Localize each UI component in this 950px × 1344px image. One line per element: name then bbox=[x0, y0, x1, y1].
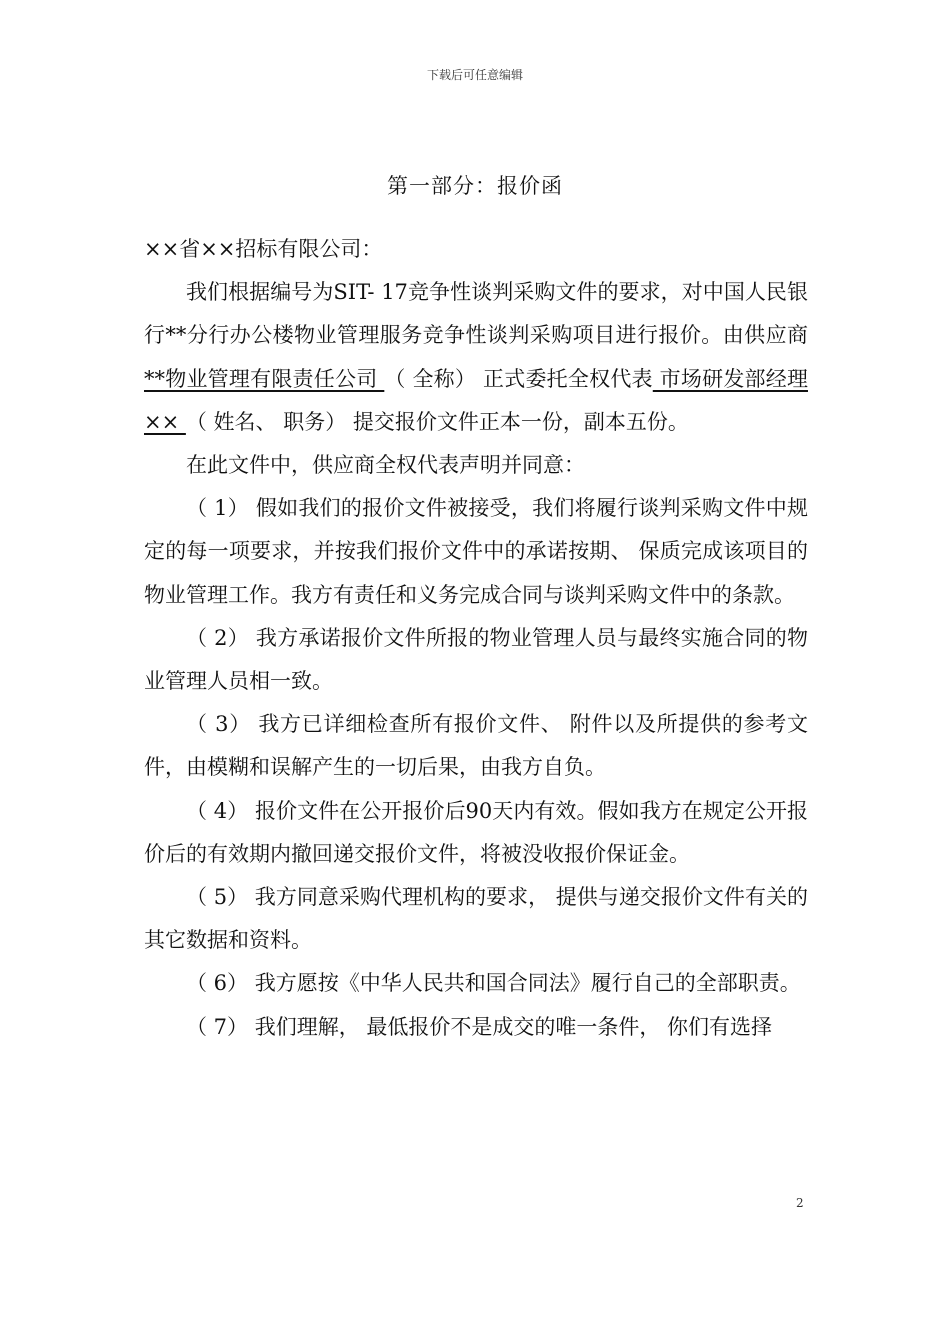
supplier-name: **物业管理有限责任公司 bbox=[144, 366, 385, 391]
intro-text-3: （ 姓名、 职务） 提交报价文件正本一份，副本五份。 bbox=[185, 409, 689, 434]
page-header: 下载后可任意编辑 bbox=[426, 68, 523, 82]
document-body bbox=[144, 228, 808, 1049]
page-number: 2 bbox=[796, 1196, 804, 1210]
intro-paragraph bbox=[144, 271, 808, 444]
declaration-item-1: （ 1） 假如我们的报价文件被接受，我们将履行谈判采购文件中规定的每一项要求，并按我们报价文件中的承诺按期、 保质完成该项目的物业管理工作。我方有责任和义务完成合同与谈判采购文件中的条款。 bbox=[144, 496, 808, 607]
declaration-item-5: （ 5） 我方同意采购代理机构的要求， 提供与递交报价文件有关的其它数据和资料。 bbox=[144, 885, 808, 953]
declaration-item-2: （ 2） 我方承诺报价文件所报的物业管理人员与最终实施合同的物业管理人员相一致。 bbox=[144, 625, 808, 694]
declaration-item-7: （ 7） 我们理解， 最低报价不是成交的唯一条件， 你们有选择 bbox=[186, 1014, 773, 1039]
declaration-item-6: （ 6） 我方愿按《中华人民共和国合同法》履行自己的全部职责。 bbox=[186, 971, 801, 996]
intro-text-2: （ 全称） 正式委托全权代表 bbox=[384, 366, 653, 391]
declaration-item-3: （ 3） 我方已详细检查所有报价文件、 附件以及所提供的参考文件，由模糊和误解产生的一切后果，由我方自负。 bbox=[144, 712, 808, 780]
declaration-intro: 在此文件中，供应商全权代表声明并同意： bbox=[186, 453, 585, 478]
addressee: ××省××招标有限公司： bbox=[144, 237, 383, 261]
representative: 市场研发部经理 ×× bbox=[144, 366, 808, 434]
declaration-item-4: （ 4） 报价文件在公开报价后90天内有效。假如我方在规定公开报价后的有效期内撤回递交报价文件，将被没收报价保证金。 bbox=[144, 798, 808, 866]
intro-text-1: 我们根据编号为SIT- 17竞争性谈判采购文件的要求，对中国人民银行**分行办公楼物业管理服务竞争性谈判采购项目进行报价。由供应商 bbox=[144, 280, 808, 348]
document-title: 第一部分：报价函 bbox=[387, 174, 563, 198]
